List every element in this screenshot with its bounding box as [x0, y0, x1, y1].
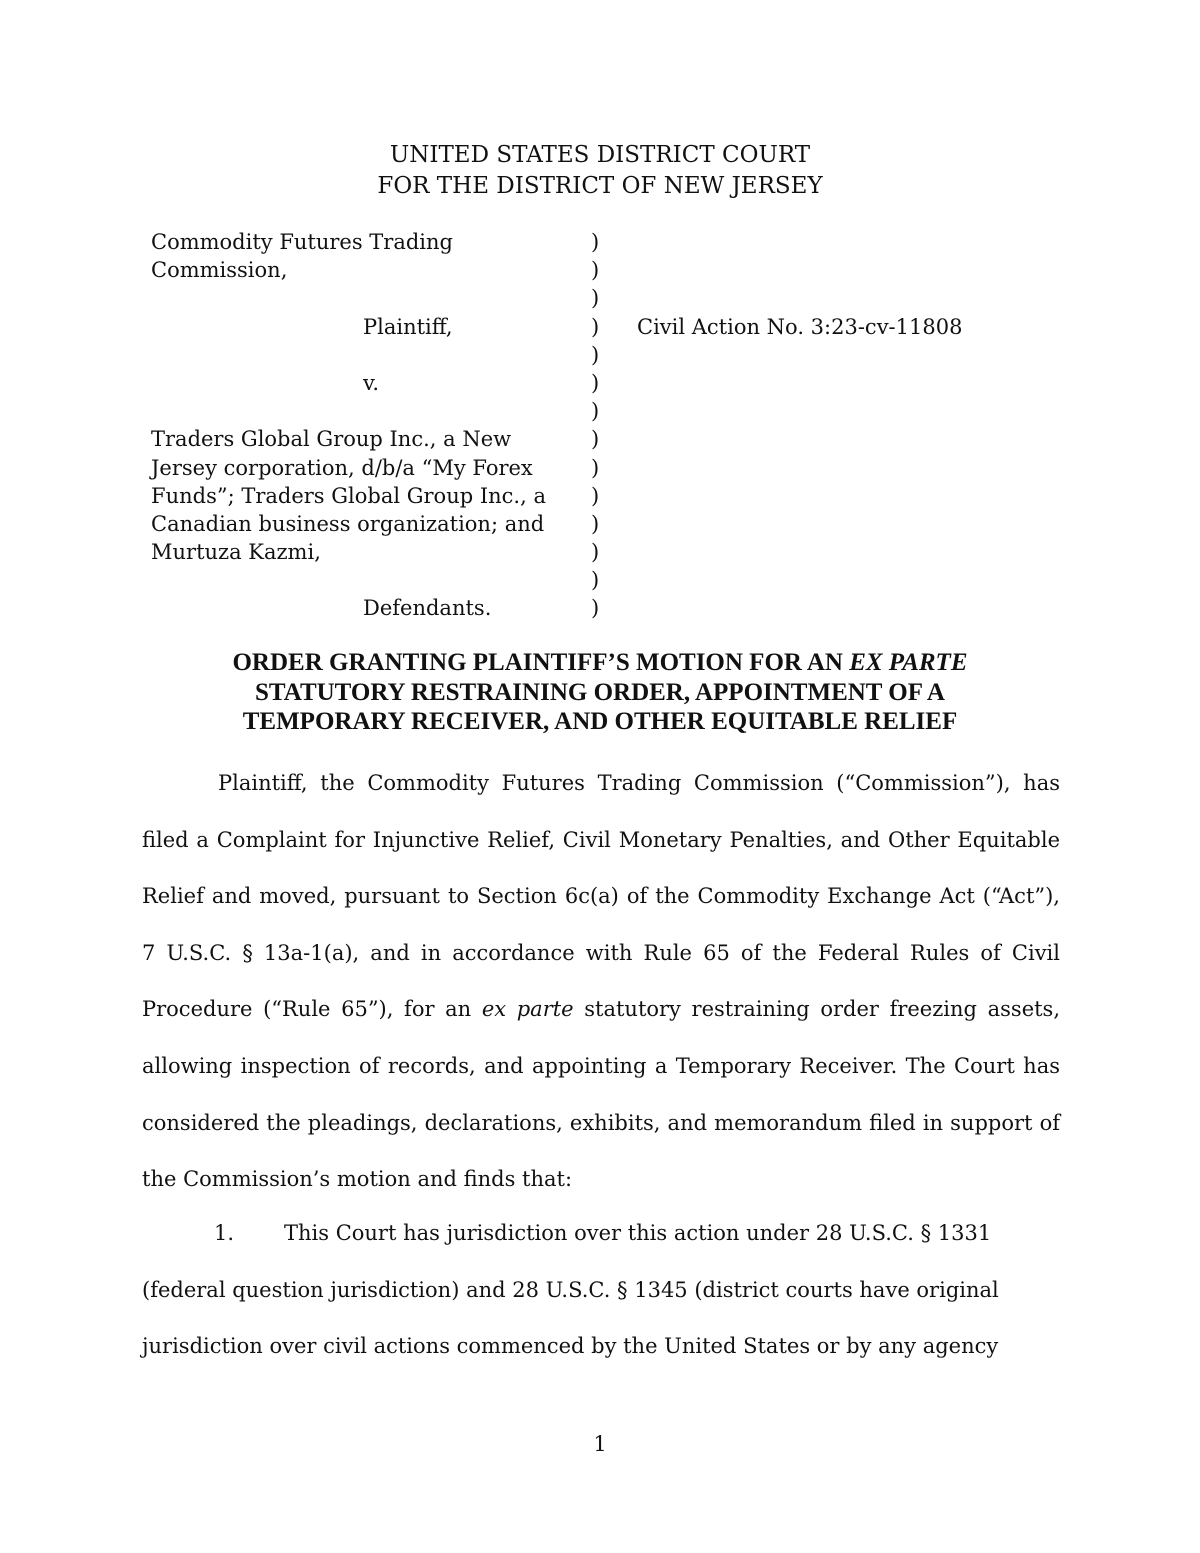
paragraph-line: filed a Complaint for Injunctive Relief, Civil Monetary Penalties, and Other Equitable: [142, 827, 1060, 852]
caption-paren: ): [591, 286, 600, 311]
caption-paren: ): [591, 342, 600, 367]
order-title-text: ORDER GRANTING PLAINTIFF’S MOTION FOR AN: [232, 649, 850, 676]
caption-paren: ): [591, 568, 600, 593]
caption-paren: ): [591, 540, 600, 565]
defendant-name-line: Traders Global Group Inc., a New: [151, 427, 512, 452]
paragraph-line: jurisdiction over civil actions commenced by the United States or by any agency: [142, 1334, 999, 1359]
caption-paren: ): [591, 314, 600, 339]
paragraph-line: (federal question jurisdiction) and 28 U.S.C. § 1345 (district courts have original: [142, 1277, 999, 1302]
plaintiff-name-line: Commodity Futures Trading: [151, 230, 453, 254]
order-title-italic: EX PARTE: [849, 649, 968, 676]
caption-paren: ): [591, 511, 600, 536]
caption-parties: [151, 228, 571, 623]
versus-label: v.: [363, 370, 380, 395]
caption-paren: ): [591, 427, 600, 452]
court-header: [0, 140, 1200, 202]
order-title-line: [0, 648, 1200, 678]
intro-paragraph: [142, 755, 1060, 1208]
defendant-name-line: Murtuza Kazmi,: [151, 540, 321, 565]
page-number: 1: [593, 1432, 607, 1456]
caption-paren: ): [591, 455, 600, 480]
caption-spacer: [151, 397, 571, 425]
order-title: [0, 648, 1200, 737]
caption-paren: ): [591, 399, 600, 424]
court-district: FOR THE DISTRICT OF NEW JERSEY: [377, 173, 823, 199]
paragraph-line: the Commission’s motion and finds that:: [142, 1167, 573, 1192]
caption-paren: ): [591, 596, 600, 621]
defendant-name-line: Funds”; Traders Global Group Inc., a: [151, 483, 546, 508]
paragraph-line: Plaintiff, the Commodity Futures Trading Commission (“Commission”), has: [218, 771, 1060, 795]
caption-paren: ): [591, 483, 600, 508]
finding-item-1: [142, 1205, 1060, 1375]
plaintiff-label: Plaintiff,: [363, 314, 453, 339]
paragraph-line: allowing inspection of records, and appointing a Temporary Receiver. The Court has: [142, 1053, 1060, 1078]
plaintiff-name-line: Commission,: [151, 258, 288, 283]
civil-action-number: Civil Action No. 3:23-cv-11808: [637, 314, 963, 339]
caption-paren-column: [591, 228, 611, 623]
caption-paren: ): [591, 258, 600, 283]
paragraph-line: 7 U.S.C. § 13a-1(a), and in accordance with Rule 65 of the Federal Rules of Civil: [142, 940, 1060, 965]
defendant-name-line: Canadian business organization; and: [151, 511, 545, 536]
caption-paren: ): [591, 370, 600, 395]
item-number: 1.: [214, 1221, 235, 1245]
paragraph-line: Relief and moved, pursuant to Section 6c(a) of the Commodity Exchange Act (“Act”),: [142, 884, 1060, 909]
defendant-label: Defendants.: [363, 596, 492, 621]
caption-spacer: [151, 566, 571, 594]
caption-spacer: [151, 341, 571, 369]
caption-paren: ): [591, 230, 600, 254]
paragraph-line: Procedure (“Rule 65”), for an ex parte statutory restraining order freezing assets,: [142, 997, 1061, 1022]
court-name: UNITED STATES DISTRICT COURT: [389, 142, 811, 168]
order-title-line: TEMPORARY RECEIVER, AND OTHER EQUITABLE RELIEF: [242, 708, 958, 735]
paragraph-line: 1. This Court has jurisdiction over this action under 28 U.S.C. § 1331: [142, 1205, 1060, 1262]
paragraph-line: considered the pleadings, declarations, exhibits, and memorandum filed in support of: [142, 1110, 1060, 1135]
caption-spacer: [151, 284, 571, 312]
case-caption: [151, 228, 1051, 628]
defendant-name-line: Jersey corporation, d/b/a “My Forex: [151, 455, 533, 480]
order-title-line: STATUTORY RESTRAINING ORDER, APPOINTMENT OF A: [255, 678, 945, 706]
